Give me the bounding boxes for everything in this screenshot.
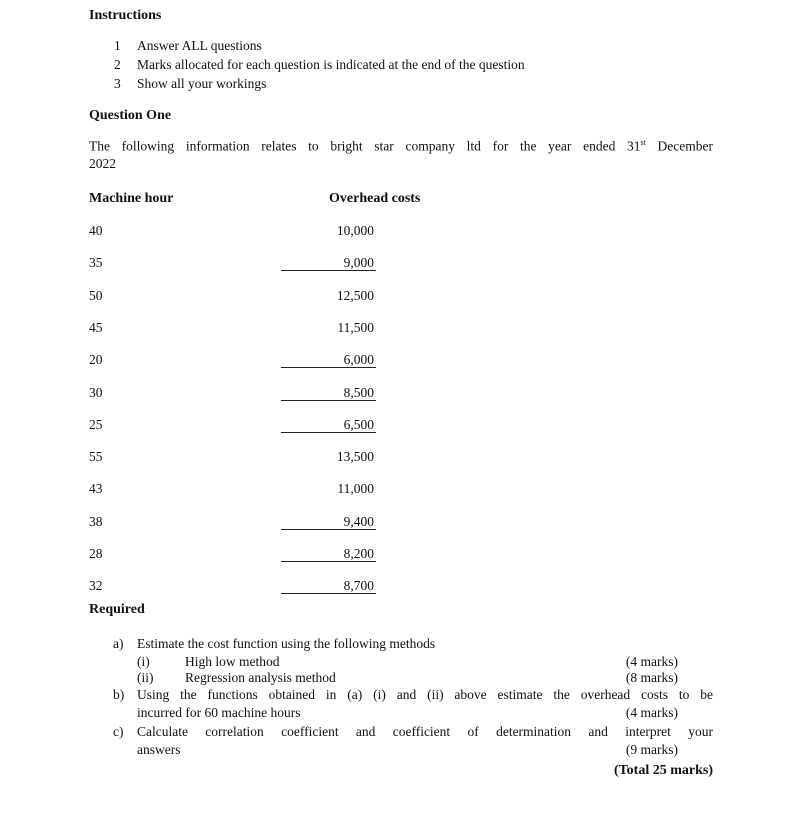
- table-cell-machine-hour: 20: [89, 352, 103, 367]
- part-c-marks: (9 marks): [625, 742, 678, 757]
- part-a-i-text: High low method: [185, 654, 280, 669]
- table-cell-underline: [281, 432, 376, 433]
- table-cell-machine-hour: 30: [89, 385, 103, 400]
- table-cell-overhead-cost: 8,500: [343, 385, 374, 400]
- question-intro-year: 2022: [89, 156, 116, 171]
- table-cell-overhead-cost: 6,500: [343, 417, 374, 432]
- instruction-number: 3: [114, 76, 121, 91]
- part-a-text: Estimate the cost function using the following methods: [137, 636, 436, 651]
- table-header-machine-hour: Machine hour: [89, 191, 174, 206]
- part-a-label: a): [113, 636, 124, 651]
- part-c-label: c): [113, 724, 124, 739]
- table-cell-underline: [281, 529, 376, 530]
- table-cell-machine-hour: 45: [89, 320, 103, 335]
- instructions-title: Instructions: [89, 8, 162, 23]
- table-cell-machine-hour: 35: [89, 255, 103, 270]
- question-intro-end: December: [657, 138, 713, 154]
- table-cell-underline: [281, 593, 376, 594]
- question-intro-line: [89, 138, 713, 155]
- question-intro-sup: st: [640, 138, 646, 147]
- table-cell-overhead-cost: 13,500: [336, 449, 374, 464]
- table-cell-machine-hour: 28: [89, 546, 103, 561]
- part-a-i-label: (i): [137, 654, 150, 669]
- part-b-line1: Using the functions obtained in (a) (i) and (ii) above estimate the overhead costs to be: [137, 687, 713, 702]
- table-cell-underline: [281, 561, 376, 562]
- instruction-text: Show all your workings: [137, 76, 267, 91]
- table-cell-machine-hour: 55: [89, 449, 103, 464]
- table-header-overhead-costs: Overhead costs: [329, 191, 421, 206]
- table-cell-underline: [281, 270, 376, 271]
- table-cell-machine-hour: 38: [89, 514, 103, 529]
- table-cell-machine-hour: 25: [89, 417, 103, 432]
- part-c-line1: Calculate correlation coefficient and coefficient of determination and interpret your: [137, 724, 713, 739]
- part-b-marks: (4 marks): [625, 705, 678, 720]
- table-cell-underline: [281, 367, 376, 368]
- table-cell-overhead-cost: 11,500: [337, 320, 374, 335]
- table-cell-machine-hour: 50: [89, 288, 103, 303]
- instruction-number: 1: [114, 38, 121, 53]
- part-c-line2: answers: [137, 742, 181, 757]
- instruction-number: 2: [114, 57, 121, 72]
- part-a-ii-label: (ii): [137, 670, 154, 685]
- part-b-line2: incurred for 60 machine hours: [137, 705, 301, 720]
- part-a-ii-marks: (8 marks): [625, 670, 678, 685]
- part-b-label: b): [113, 687, 125, 702]
- table-cell-overhead-cost: 11,000: [337, 481, 374, 496]
- table-cell-overhead-cost: 9,000: [343, 255, 374, 270]
- table-cell-machine-hour: 32: [89, 578, 103, 593]
- table-cell-overhead-cost: 6,000: [343, 352, 374, 367]
- table-cell-overhead-cost: 12,500: [336, 288, 374, 303]
- table-cell-overhead-cost: 10,000: [336, 223, 374, 238]
- question-intro-text: The following information relates to bright star company ltd for the year ended 31: [89, 138, 641, 154]
- table-cell-overhead-cost: 8,700: [343, 578, 374, 593]
- table-cell-overhead-cost: 9,400: [343, 514, 374, 529]
- table-cell-machine-hour: 40: [89, 223, 103, 238]
- instruction-text: Marks allocated for each question is indicated at the end of the question: [137, 57, 525, 72]
- table-cell-overhead-cost: 8,200: [343, 546, 374, 561]
- part-a-ii-text: Regression analysis method: [185, 670, 336, 685]
- table-cell-underline: [281, 400, 376, 401]
- table-cell-machine-hour: 43: [89, 481, 103, 496]
- total-marks: (Total 25 marks): [613, 763, 713, 778]
- instruction-text: Answer ALL questions: [137, 38, 262, 53]
- question-title: Question One: [89, 108, 172, 123]
- required-title: Required: [89, 602, 145, 617]
- part-a-i-marks: (4 marks): [625, 654, 678, 669]
